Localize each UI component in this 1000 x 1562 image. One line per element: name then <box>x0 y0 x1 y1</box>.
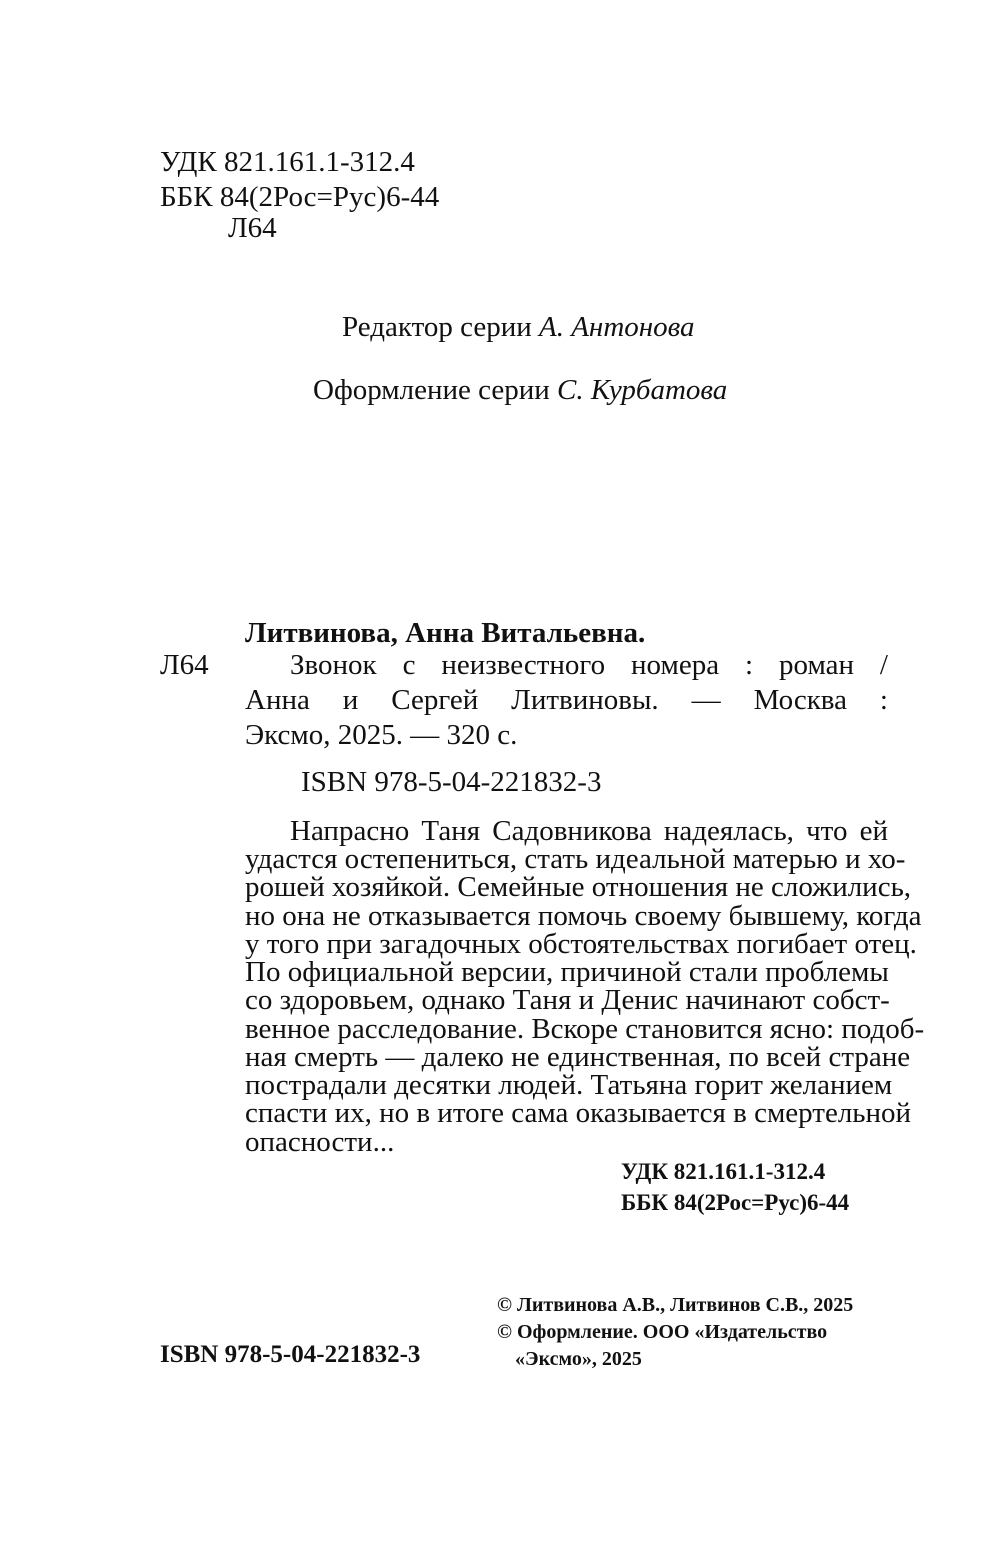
annotation-line: рошей хозяйкой. Семейные отношения не сложились, <box>245 871 912 903</box>
udk-code-top: УДК 821.161.1-312.4 <box>160 146 415 178</box>
annotation-line: Напрасно Таня Садовникова надеялась, что ей <box>290 815 888 847</box>
author-mark-left: Л64 <box>160 649 209 681</box>
record-isbn: ISBN 978-5-04-221832-3 <box>301 766 602 798</box>
annotation-line: опасности... <box>245 1126 395 1158</box>
copyright-authors: © Литвинова А.В., Литвинов С.В., 2025 <box>497 1294 854 1316</box>
series-design-label: Оформление серии <box>313 374 558 406</box>
annotation-line: у того при загадочных обстоятельствах погибает отец. <box>245 928 917 960</box>
annotation-line: пострадали десятки людей. Татьяна горит желанием <box>245 1069 893 1101</box>
bbk-code-bottom: ББК 84(2Рос=Рус)6-44 <box>621 1190 850 1215</box>
annotation-line: но она не отказывается помочь своему бывшему, когда <box>245 900 922 932</box>
isbn-bottom: ISBN 978-5-04-221832-3 <box>160 1341 421 1368</box>
annotation-line: венное расследование. Вскоре становится ясно: подоб- <box>245 1013 925 1045</box>
annotation-line: ная смерть — далеко не единственная, по всей стране <box>245 1041 911 1073</box>
record-title-line-3: Эксмо, 2025. — 320 с. <box>245 719 518 751</box>
author-mark-top: Л64 <box>228 212 277 244</box>
annotation-line: По официальной версии, причиной стали проблемы <box>245 956 889 988</box>
annotation-line: спасти их, но в итоге сама оказывается в смертельной <box>245 1097 912 1129</box>
series-design-line <box>313 376 727 405</box>
copyright-design: © Оформление. ООО «Издательство <box>497 1321 828 1343</box>
series-design-name: С. Курбатова <box>557 374 728 406</box>
udk-code-bottom: УДК 821.161.1-312.4 <box>621 1159 826 1184</box>
copyright-design-continued: «Эксмо», 2025 <box>515 1348 642 1370</box>
record-title-line-1: Звонок с неизвестного номера : роман / <box>290 649 888 681</box>
record-title-line-2: Анна и Сергей Литвиновы. — Москва : <box>245 684 888 716</box>
bbk-code-top: ББК 84(2Рос=Рус)6-44 <box>160 181 440 213</box>
series-editor-line <box>342 313 695 342</box>
series-editor-label: Редактор серии <box>342 311 539 343</box>
series-editor-name: А. Антонова <box>539 311 695 343</box>
author-heading: Литвинова, Анна Витальевна. <box>245 617 646 649</box>
annotation-line: удастся остепениться, стать идеальной матерью и хо- <box>245 843 906 875</box>
annotation-line: со здоровьем, однако Таня и Денис начинают собст- <box>245 984 890 1016</box>
